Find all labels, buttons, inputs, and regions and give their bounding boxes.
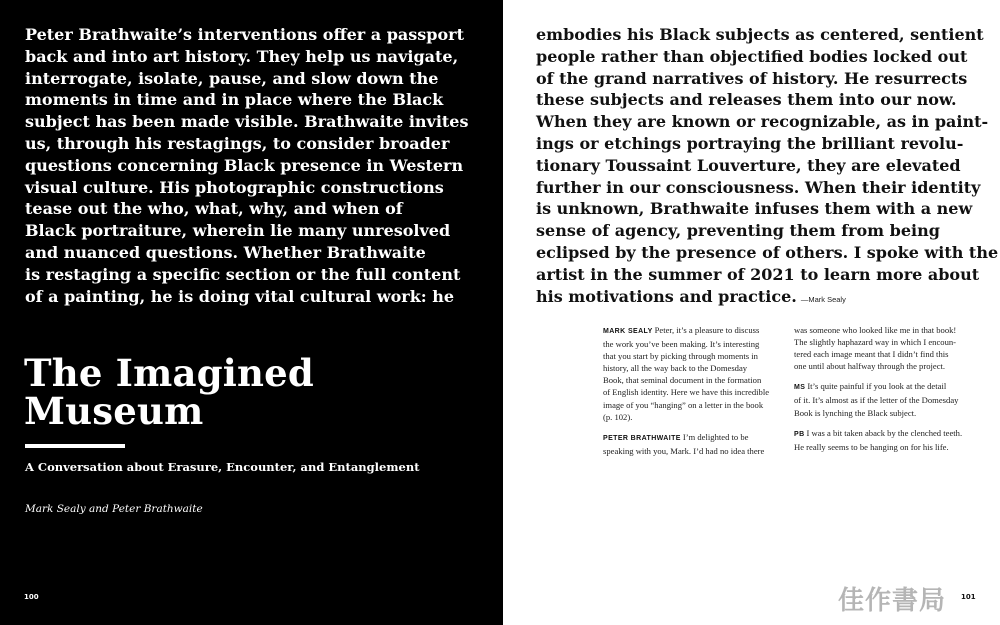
- speaker-label: PETER BRATHWAITE: [603, 434, 681, 442]
- article-title: [24, 351, 314, 433]
- continuation-line: artist in the summer of 2021 to learn more about: [536, 264, 980, 284]
- continuation-line: embodies his Black subjects as centered, sentient: [536, 25, 984, 44]
- continuation-line: tionary Toussaint Louverture, they are elevated: [536, 155, 961, 175]
- continuation-line: of the grand narratives of history. He resurrects: [536, 68, 968, 88]
- interview-text: It’s quite painful if you look at the detail: [807, 381, 947, 392]
- interview-line: the work you’ve been making. It’s interesting: [603, 339, 760, 350]
- intro-signature: —Mark Sealy: [800, 294, 846, 304]
- intro-line: is restaging a specific section or the full content: [25, 264, 461, 284]
- interview-text: I was a bit taken aback by the clenched teeth.: [806, 427, 963, 438]
- interview-line: that you start by picking through moments in: [603, 351, 758, 362]
- continuation-line: ings or etchings portraying the brilliant revolu-: [536, 133, 964, 153]
- interview-line: of it. It’s almost as if the letter of the Domesday: [794, 395, 959, 406]
- article-authors: Mark Sealy and Peter Brathwaite: [25, 503, 203, 515]
- speaker-label: PB: [794, 430, 805, 438]
- interview-line: [794, 380, 972, 394]
- interview-column-1: [603, 324, 781, 465]
- interview-text: I’m delighted to be: [682, 431, 749, 442]
- intro-line: us, through his restagings, to consider broader: [25, 133, 450, 153]
- continuation-line: these subjects and releases them into our now.: [536, 90, 957, 110]
- intro-line: visual culture. His photographic constructions: [25, 177, 444, 197]
- interview-line: Book, that seminal document in the formation: [603, 375, 762, 386]
- interview-turn: [603, 324, 781, 423]
- title-line: The Imagined: [24, 351, 314, 395]
- title-line: Museum: [24, 389, 204, 433]
- intro-line: Black portraiture, wherein lie many unresolved: [25, 221, 451, 241]
- continuation-line: sense of agency, preventing them from being: [536, 221, 940, 241]
- continuation-line: When they are known or recognizable, as in paint-: [536, 112, 989, 132]
- interview-line: [603, 431, 781, 445]
- intro-line: of a painting, he is doing vital cultural work: he: [25, 286, 455, 306]
- interview-turn: [603, 431, 781, 457]
- interview-column-2: [794, 324, 972, 461]
- continuation-line: eclipsed by the presence of others. I spoke with the: [536, 242, 999, 262]
- intro-line: subject has been made visible. Brathwaite invites: [25, 112, 469, 132]
- speaker-label: MARK SEALY: [603, 328, 653, 335]
- interview-turn: [794, 427, 972, 453]
- interview-line: (p. 102).: [603, 411, 633, 422]
- interview-line: one until about halfway through the project.: [794, 361, 946, 372]
- interview-line: He really seems to be hanging on for his life.: [794, 441, 949, 452]
- interview-line: [794, 427, 972, 441]
- intro-line: back and into art history. They help us navigate,: [25, 46, 459, 66]
- intro-line: questions concerning Black presence in Western: [25, 155, 464, 175]
- page-number-right: 101: [961, 593, 976, 601]
- right-page: [503, 0, 1000, 625]
- continuation-line: is unknown, Brathwaite infuses them with a new: [536, 199, 973, 219]
- interview-line: speaking with you, Mark. I’d had no idea there: [603, 445, 765, 456]
- interview-turn: [794, 324, 972, 372]
- interview-line: The slightly haphazard way in which I encoun-: [794, 337, 957, 348]
- interview-line: history, all the way back to the Domesday: [603, 363, 748, 374]
- interview-line: image of you “hanging” on a letter in the book: [603, 399, 764, 410]
- intro-line: moments in time and in place where the Black: [25, 90, 444, 110]
- continuation-line: further in our consciousness. When their identity: [536, 177, 981, 197]
- intro-paragraph: [25, 24, 495, 307]
- interview-text: Peter, it’s a pleasure to discuss: [654, 325, 760, 335]
- interview-turn: [794, 380, 972, 418]
- intro-line: tease out the who, what, why, and when of: [25, 199, 403, 219]
- intro-line: Peter Brathwaite’s interventions offer a passport: [25, 25, 464, 44]
- intro-line: interrogate, isolate, pause, and slow down the: [25, 68, 439, 88]
- interview-line: tered each image meant that I didn’t find this: [794, 349, 949, 360]
- continuation-line-text: his motivations and practice.: [536, 286, 797, 306]
- title-rule: [25, 444, 125, 448]
- interview-line: Book is lynching the Black subject.: [794, 407, 917, 418]
- interview-line: of English identity. Here we have this incredible: [603, 387, 770, 398]
- intro-line: and nuanced questions. Whether Brathwaite: [25, 242, 426, 262]
- article-subtitle: A Conversation about Erasure, Encounter, and Entanglement: [25, 460, 420, 474]
- publisher-watermark: 佳作書局: [838, 586, 947, 616]
- interview-line: [603, 324, 781, 338]
- continuation-paragraph: [536, 24, 999, 310]
- continuation-line: people rather than objectified bodies locked out: [536, 46, 968, 66]
- page-number-left: 100: [24, 593, 39, 601]
- speaker-label: MS: [794, 384, 806, 392]
- interview-line: was someone who looked like me in that book!: [794, 325, 957, 335]
- continuation-line: [536, 286, 986, 311]
